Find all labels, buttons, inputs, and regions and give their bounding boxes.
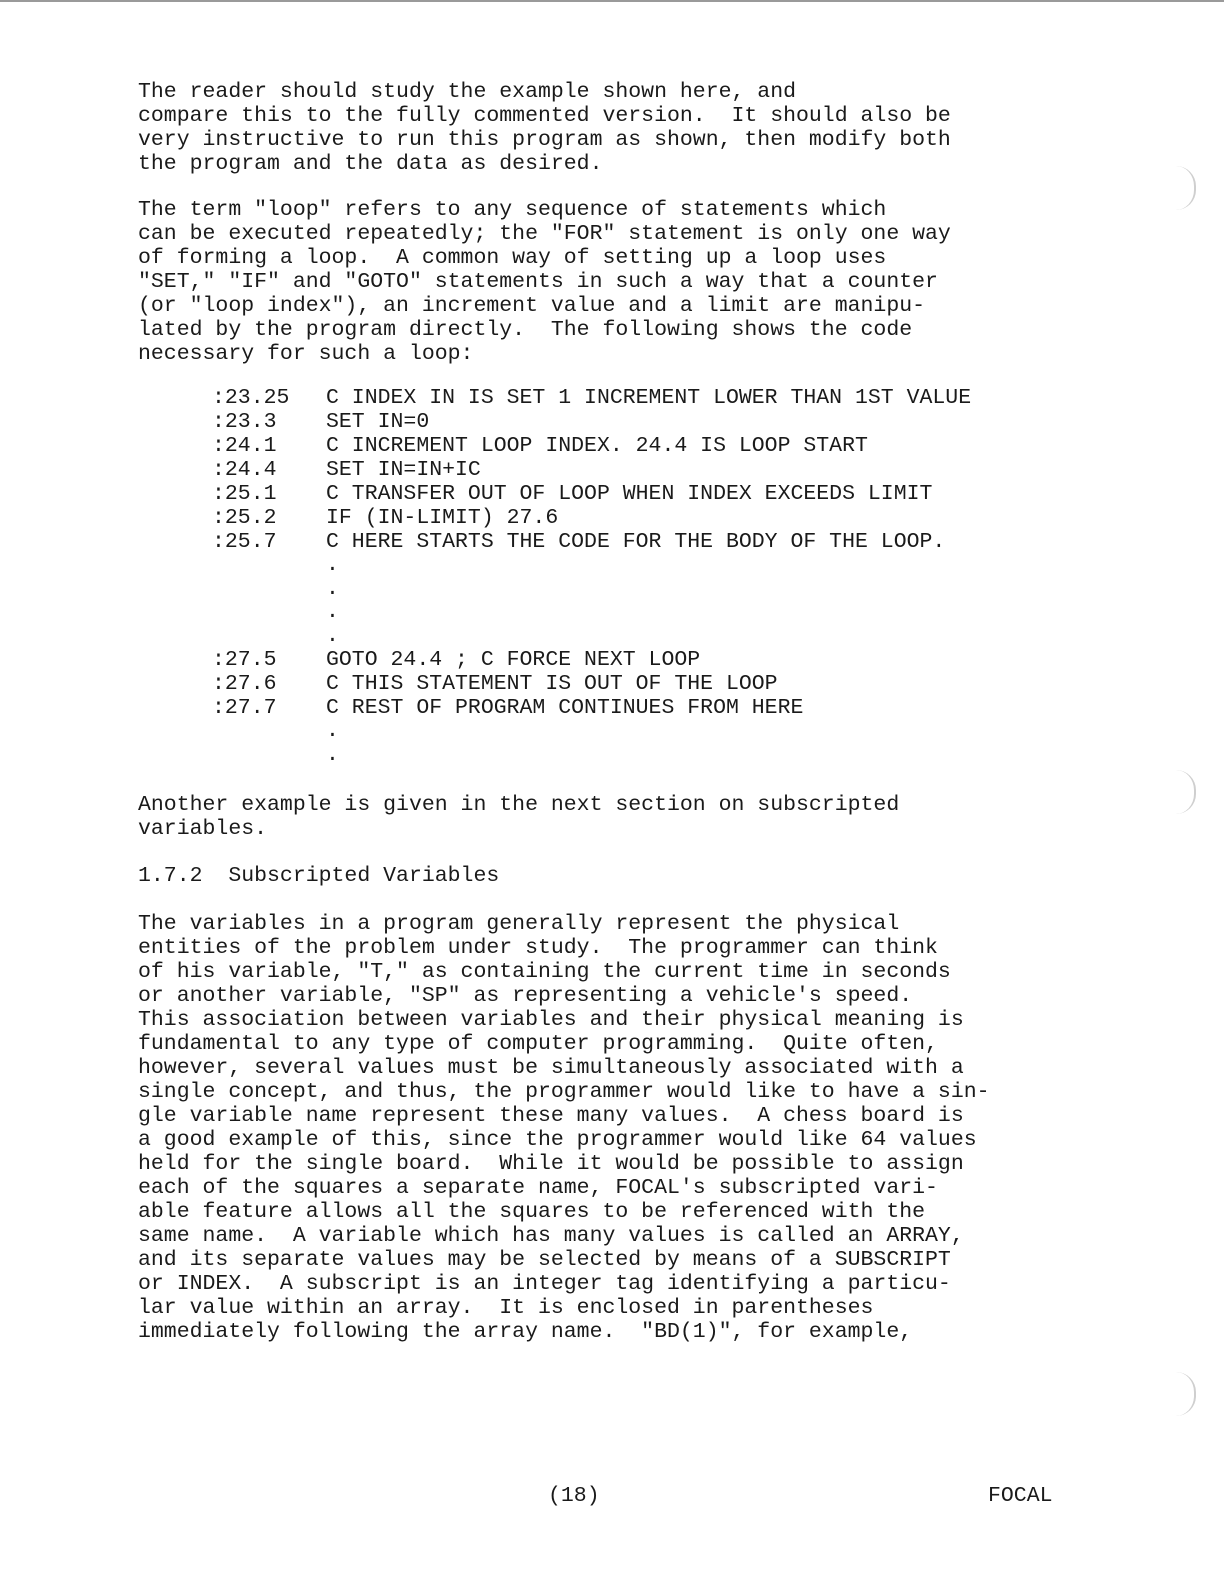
code-line-text: SET IN=IN+IC <box>326 458 481 482</box>
ellipsis-dot: . <box>326 576 339 601</box>
code-lines-first-block <box>212 386 971 554</box>
code-line <box>212 696 971 720</box>
code-line-number: :27.7 <box>212 696 277 720</box>
code-line-text: C REST OF PROGRAM CONTINUES FROM HERE <box>326 696 804 720</box>
code-line-text: GOTO 24.4 ; C FORCE NEXT LOOP <box>326 648 701 672</box>
ellipsis-dot: . <box>326 600 339 624</box>
code-line-text: C HERE STARTS THE CODE FOR THE BODY OF THE LOOP. <box>326 530 946 554</box>
binder-hole-mark <box>1176 1372 1196 1416</box>
code-line-number: :25.2 <box>212 506 277 530</box>
code-line <box>212 672 971 696</box>
paragraph-subscripted-variables: The variables in a program generally represent the physical entities of the problem under study. The programmer can think of his variable, "T," as containing the current time in seconds or another variable, "SP" as representing a vehicle's speed. This association between variables and their physical meaning is fundamental to any type of computer programming. Quite often, however, several values must be simultaneously associated with a single concept, and thus, the programmer would like to have a sin- gle variable name represent these many values. A chess board is a good example of this, since the programmer would like 64 values held for the single board. While it would be possible to assign each of the squares a separate name, FOCAL's subscripted vari- able feature allows all the squares to be referenced with the same name. A variable which has many values is called an ARRAY, and its separate values may be selected by means of a SUBSCRIPT or INDEX. A subscript is an integer tag identifying a particu- lar value within an array. It is enclosed in parentheses immediately following the array name. "BD(1)", for example, <box>138 912 990 1344</box>
code-line-text: C INDEX IN IS SET 1 INCREMENT LOWER THAN 1ST VALUE <box>326 386 972 410</box>
code-line-number: :27.6 <box>212 672 277 696</box>
ellipsis-dot: . <box>326 553 339 577</box>
ellipsis-dot: . <box>326 623 339 648</box>
code-line <box>212 434 971 458</box>
ellipsis-dot: . <box>326 719 339 743</box>
code-line-number: :23.3 <box>212 410 277 434</box>
paragraph-another-example: Another example is given in the next section on subscripted variables. <box>138 793 900 841</box>
code-line-text: IF (IN-LIMIT) 27.6 <box>326 506 559 530</box>
ellipsis-dot: . <box>326 742 339 767</box>
code-line-number: :24.4 <box>212 458 277 482</box>
code-listing <box>212 386 971 767</box>
code-line <box>212 482 971 506</box>
binder-hole-mark <box>1176 770 1196 814</box>
code-lines-second-block <box>212 648 971 720</box>
code-line-number: :27.5 <box>212 648 277 672</box>
code-line <box>212 386 971 410</box>
code-line <box>212 458 971 482</box>
paragraph-loop-definition: The term "loop" refers to any sequence of statements which can be executed repeatedly; the "FOR" statement is only one way of forming a loop. A common way of setting up a loop uses "SET," "IF" and "GOTO" statements in such a way that a counter (or "loop index"), an increment value and a limit are manipu- lated by the program directly. The following shows the code necessary for such a loop: <box>138 198 951 366</box>
code-line-number: :24.1 <box>212 434 277 458</box>
code-line-number: :23.25 <box>212 386 290 410</box>
code-line-text: C INCREMENT LOOP INDEX. 24.4 IS LOOP START <box>326 434 868 458</box>
footer-title: FOCAL <box>988 1484 1053 1508</box>
code-line-text: C THIS STATEMENT IS OUT OF THE LOOP <box>326 672 778 696</box>
paragraph-study-example: The reader should study the example shown here, and compare this to the fully commented version. It should also be very instructive to run this program as shown, then modify both the program and the data as desired. <box>138 80 951 176</box>
code-line-number: :25.1 <box>212 482 277 506</box>
code-ellipsis-first <box>326 554 971 648</box>
code-line-number: :25.7 <box>212 530 277 554</box>
code-ellipsis-second <box>326 720 971 767</box>
code-line <box>212 648 971 672</box>
section-heading: 1.7.2 Subscripted Variables <box>138 864 500 888</box>
code-line <box>212 530 971 554</box>
page-number: (18) <box>548 1484 600 1508</box>
code-line <box>212 506 971 530</box>
binder-hole-mark <box>1176 166 1196 210</box>
top-page-rule <box>0 0 1224 2</box>
code-line <box>212 410 971 434</box>
code-line-text: C TRANSFER OUT OF LOOP WHEN INDEX EXCEEDS LIMIT <box>326 482 933 506</box>
code-line-text: SET IN=0 <box>326 410 430 434</box>
